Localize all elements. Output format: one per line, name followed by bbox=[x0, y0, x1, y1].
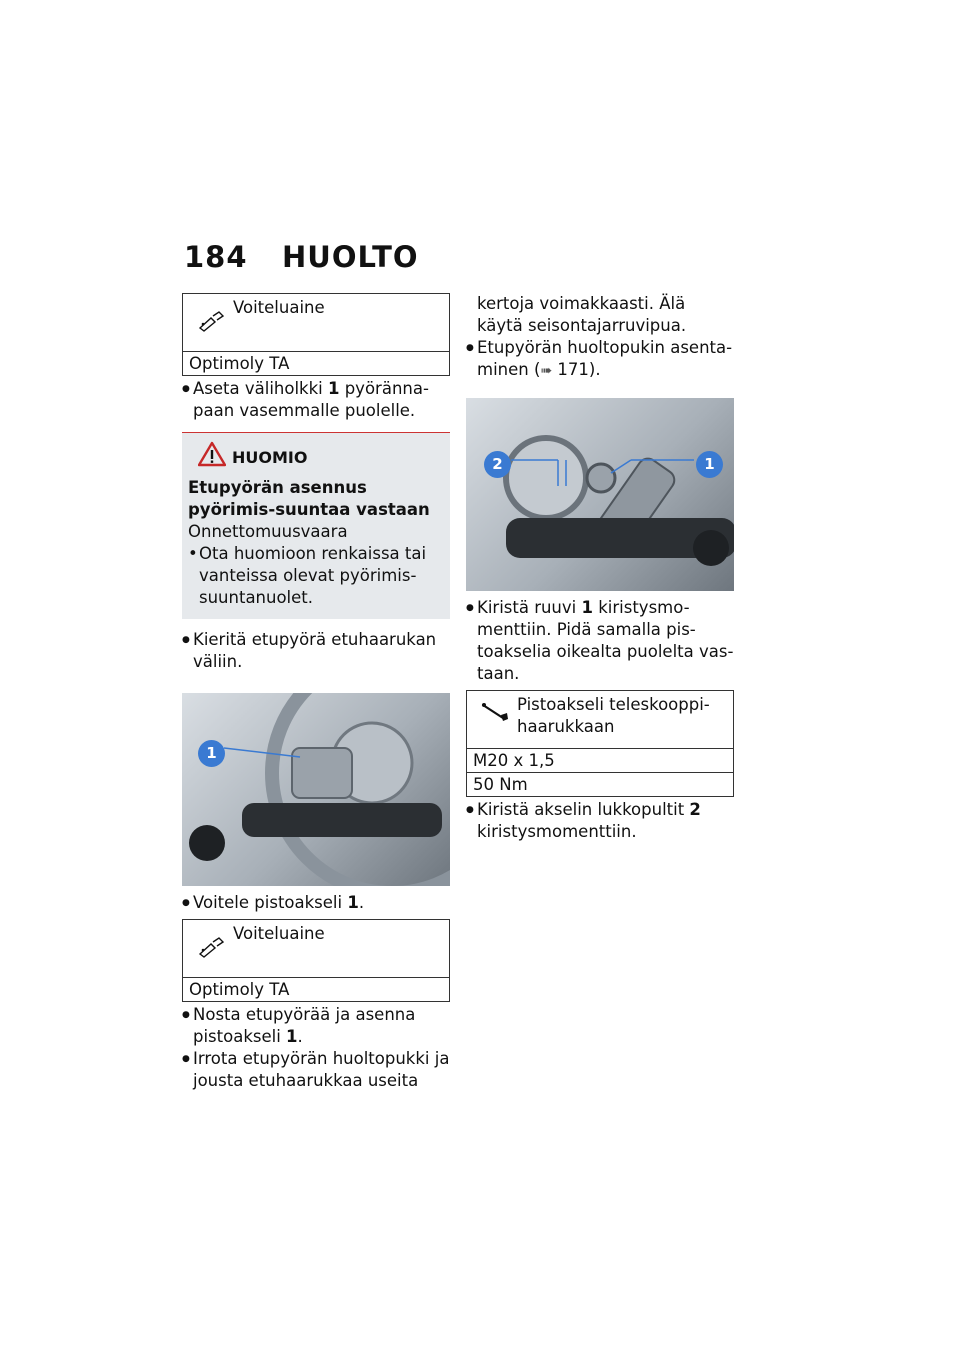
callout-1: 1 bbox=[198, 740, 225, 767]
step-kirista-ruuvi bbox=[466, 597, 734, 685]
lubricant-icon bbox=[197, 936, 225, 958]
lubricant-box bbox=[182, 293, 450, 376]
photo-illustration bbox=[182, 693, 450, 886]
torque-wrench-icon bbox=[481, 701, 509, 723]
page-header bbox=[184, 240, 419, 274]
lubricant-value: Optimoly TA bbox=[189, 354, 290, 373]
continued-text: kertoja voimakkaasti. Älä käytä seisontajarruvipua. bbox=[477, 294, 687, 335]
step-asenta bbox=[466, 337, 734, 382]
step-aseta bbox=[182, 378, 450, 422]
warning-subtitle: Etupyörän asennus pyörimis-suuntaa vastaan bbox=[188, 478, 430, 519]
step-voitele bbox=[182, 892, 450, 914]
step-text: . bbox=[297, 1027, 303, 1046]
step-text: ). bbox=[588, 360, 601, 379]
step-kierita: ● Kieritä etupyörä etuhaarukan väliin. bbox=[182, 629, 450, 673]
step-text: Voitele pistoakseli bbox=[193, 893, 348, 912]
step-text: kiristysmomenttiin. bbox=[477, 822, 637, 841]
step-text: Kiristä ruuvi bbox=[477, 598, 582, 617]
photo-wheel-spacer bbox=[182, 693, 450, 886]
torque-spec-thread: M20 x 1,5 bbox=[473, 751, 555, 770]
part-ref: 1 bbox=[347, 893, 359, 912]
step-kirista-lukkopultit bbox=[466, 799, 734, 843]
lubricant-value: Optimoly TA bbox=[189, 980, 290, 999]
step-text: kiristysmo-menttiin. Pidä samalla pis-toakselia oikealta puolelta vas-taan. bbox=[477, 598, 734, 683]
warning-label: HUOMIO bbox=[232, 448, 308, 467]
lubricant-title: Voiteluaine bbox=[233, 924, 325, 943]
step-text: . bbox=[358, 893, 365, 912]
left-column bbox=[182, 293, 450, 1092]
page-reference-arrow-icon: ➠ bbox=[540, 363, 553, 379]
lubricant-icon bbox=[197, 310, 225, 332]
callout-1: 1 bbox=[696, 451, 723, 478]
page-number: 184 bbox=[184, 240, 248, 274]
callout-2: 2 bbox=[484, 451, 511, 478]
warning-triangle-icon bbox=[198, 441, 226, 467]
photo-illustration bbox=[466, 398, 734, 591]
part-ref: 1 bbox=[286, 1027, 298, 1046]
step-text: Aseta väliholkki bbox=[193, 379, 328, 398]
warning-action: • Ota huomioon renkaissa tai vanteissa olevat pyörimis-suuntanuolet. bbox=[188, 543, 444, 609]
step-text: Etupyörän huoltopukin asenta-minen ( bbox=[477, 338, 733, 379]
photo-axle-bolts bbox=[466, 398, 734, 591]
step-text: pyöränna-paan vasemmalle puolelle. bbox=[193, 379, 429, 420]
section-title: HUOLTO bbox=[282, 240, 419, 274]
step-irrota: ● Irrota etupyörän huoltopukki ja jousta etuhaarukkaa useita bbox=[182, 1048, 450, 1092]
step-nosta bbox=[182, 1004, 450, 1048]
step-text: Kiristä akselin lukkopultit bbox=[477, 800, 690, 819]
part-ref: 1 bbox=[581, 598, 593, 617]
part-ref: 2 bbox=[689, 800, 701, 819]
warning-consequence: Onnettomuusvaara bbox=[188, 522, 348, 541]
step-text: Nosta etupyörää ja asenna pistoakseli bbox=[193, 1005, 416, 1046]
page-reference[interactable]: 171 bbox=[552, 360, 589, 379]
torque-spec-value: 50 Nm bbox=[467, 772, 733, 796]
torque-title: Pistoakseli teleskooppi-haarukkaan bbox=[517, 695, 710, 736]
lubricant-title: Voiteluaine bbox=[233, 298, 325, 317]
warning-box bbox=[182, 432, 450, 619]
torque-box bbox=[466, 690, 734, 797]
lubricant-box-2 bbox=[182, 919, 450, 1002]
right-column bbox=[466, 293, 734, 843]
part-ref: 1 bbox=[327, 379, 340, 398]
